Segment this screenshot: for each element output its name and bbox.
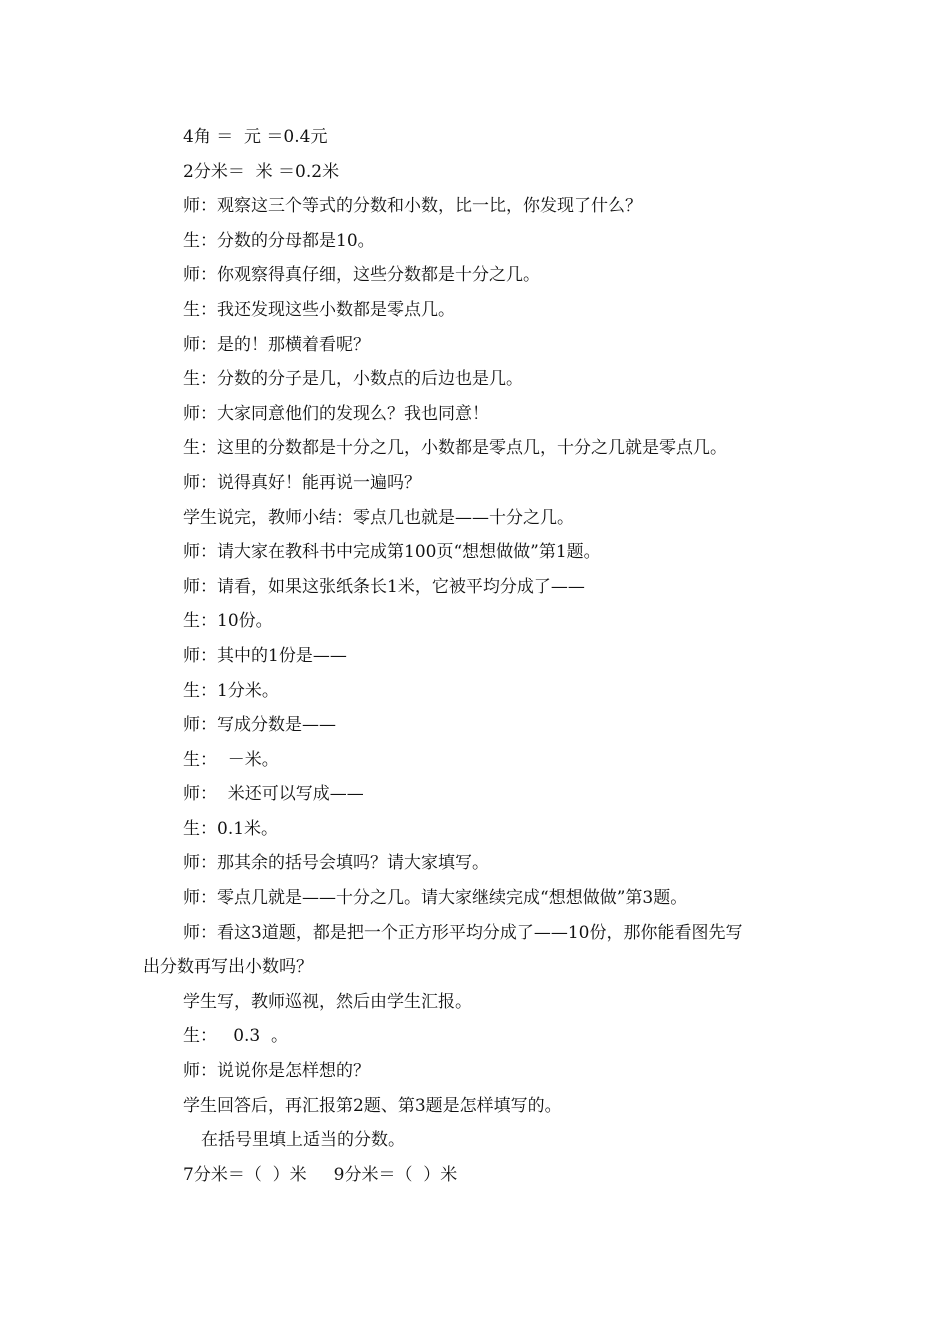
text-line: 师：说说你是怎样想的？ — [183, 1061, 370, 1082]
text-line-continuation: 出分数再写出小数吗？ — [143, 957, 313, 978]
text-line: 学生说完，教师小结：零点几也就是——十分之几。 — [183, 507, 574, 528]
text-line: 师：那其余的括号会填吗？请大家填写。 — [183, 853, 489, 874]
text-line: 生：分数的分子是几，小数点的后边也是几。 — [183, 369, 523, 390]
text-line: 生：分数的分母都是10。 — [183, 230, 375, 251]
text-line: 师：看这3道题，都是把一个正方形平均分成了——10份，那你能看图先写 — [183, 922, 743, 943]
text-line: 2分米＝ 米 ＝0.2米 — [183, 161, 340, 182]
text-line: 师：请看，如果这张纸条长1米，它被平均分成了—— — [183, 576, 585, 597]
text-line: 4角 ＝ 元 ＝0.4元 — [183, 127, 328, 147]
text-line: 师：说得真好！能再说一遍吗？ — [183, 472, 421, 493]
text-line: 学生回答后，再汇报第2题、第3题是怎样填写的。 — [183, 1095, 562, 1116]
text-line: 师：大家同意他们的发现么？我也同意！ — [183, 403, 489, 424]
text-line: 生： 0.3 。 — [183, 1026, 289, 1047]
text-line: 生：我还发现这些小数都是零点几。 — [183, 299, 455, 320]
text-line: 师：其中的1份是—— — [183, 645, 347, 666]
text-line: 生：这里的分数都是十分之几，小数都是零点几，十分之几就是零点几。 — [183, 438, 727, 459]
text-line: 师：是的！那横着看呢？ — [183, 334, 370, 355]
text-line: 生：10份。 — [183, 611, 273, 632]
text-line: 师：写成分数是—— — [183, 715, 336, 736]
text-line: 师：你观察得真仔细，这些分数都是十分之几。 — [183, 265, 540, 286]
text-line: 师： 米还可以写成—— — [183, 784, 364, 805]
text-line: 师：请大家在教科书中完成第100页“想想做做”第1题。 — [183, 542, 601, 563]
text-line: 生：0.1米。 — [183, 818, 279, 839]
exercise-heading: 在括号里填上适当的分数。 — [201, 1130, 405, 1151]
text-line: 生：1分米。 — [183, 680, 279, 701]
text-line: 学生写，教师巡视，然后由学生汇报。 — [183, 991, 472, 1012]
text-line: 师：观察这三个等式的分数和小数，比一比，你发现了什么？ — [183, 196, 642, 217]
document-body — [143, 120, 823, 1192]
exercise-line: 7分米＝（ ）米 9分米＝（ ）米 — [183, 1164, 458, 1185]
text-line: 师：零点几就是——十分之几。请大家继续完成“想想做做”第3题。 — [183, 888, 688, 909]
text-line: 生： －米。 — [183, 749, 279, 770]
